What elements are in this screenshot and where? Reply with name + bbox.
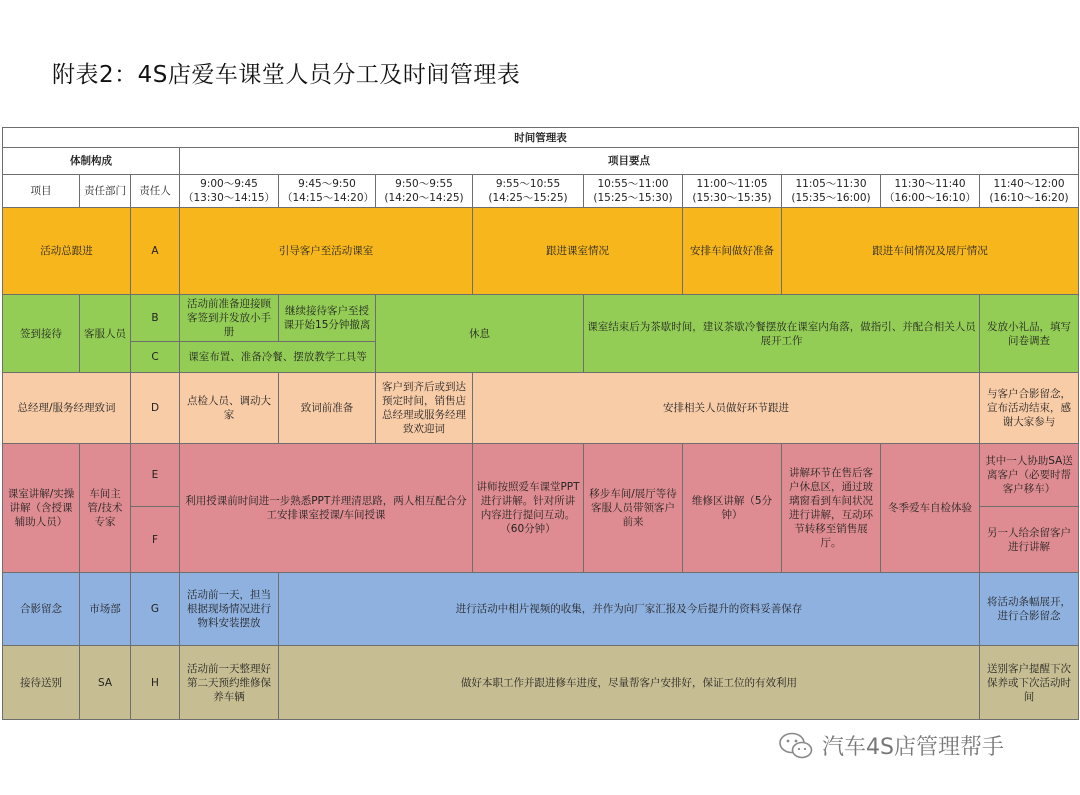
row-b-dept: 客服人员 <box>80 295 131 373</box>
row-g-cell-1: 活动前一天，担当根据现场情况进行物料安装摆放 <box>180 573 279 646</box>
row-a-cell-1: 引导客户至活动课室 <box>180 208 473 295</box>
time-header-7: 11:05～11:30 (15:35～16:00) <box>782 175 881 208</box>
row-d-person: D <box>131 373 180 444</box>
row-d-cell-5: 与客户合影留念，宣布活动结束，感谢大家参与 <box>980 373 1079 444</box>
row-d-cell-2: 致词前准备 <box>279 373 376 444</box>
row-b-cell-3: 休息 <box>376 295 584 373</box>
row-g-item: 合影留念 <box>3 573 80 646</box>
row-h-dept: SA <box>80 646 131 720</box>
time-header-9: 11:40～12:00 (16:10～16:20) <box>980 175 1079 208</box>
row-e-dept: 车间主管/技术专家 <box>80 444 131 573</box>
page-title: 附表2：4S店爱车课堂人员分工及时间管理表 <box>52 62 521 88</box>
table-caption: 时间管理表 <box>3 128 1079 148</box>
row-e-cell-7: 其中一人协助SA送离客户（必要时帮客户移车） <box>980 444 1079 507</box>
time-header-3: 9:50～9:55 (14:20～14:25) <box>376 175 473 208</box>
col-dept-header: 责任部门 <box>80 175 131 208</box>
row-g-cell-2: 进行活动中相片视频的收集，并作为向厂家汇报及今后提升的资料妥善保存 <box>279 573 980 646</box>
row-e-cell-4: 维修区讲解（5分钟） <box>683 444 782 573</box>
row-a-person: A <box>131 208 180 295</box>
row-b-cell-5: 发放小礼品，填写问卷调查 <box>980 295 1079 373</box>
row-g-cell-3: 将活动条幅展开，进行合影留念 <box>980 573 1079 646</box>
row-a-cell-3: 安排车间做好准备 <box>683 208 782 295</box>
row-e-cell-6: 冬季爱车自检体验 <box>881 444 980 573</box>
row-g-dept: 市场部 <box>80 573 131 646</box>
row-b-person: B <box>131 295 180 342</box>
time-header-1: 9:00～9:45 （13:30～14:15） <box>180 175 279 208</box>
row-a-cell-4: 跟进车间情况及展厅情况 <box>782 208 1079 295</box>
time-header-5: 10:55～11:00 (15:25～15:30) <box>584 175 683 208</box>
row-e-cell-5: 讲解环节在售后客户休息区，通过玻璃窗看到车间状况进行讲解，互动环节转移至销售展厅。 <box>782 444 881 573</box>
row-b-cell-1: 活动前准备迎接顾客签到并发放小手册 <box>180 295 279 342</box>
row-e-cell-3: 移步车间/展厅等待客服人员带领客户前来 <box>584 444 683 573</box>
row-e-person: E <box>131 444 180 507</box>
row-b-cell-2: 继续接待客户至授课开始15分钟撤离 <box>279 295 376 342</box>
col-item-header: 项目 <box>3 175 80 208</box>
wechat-icon <box>778 731 814 761</box>
row-e-cell-1: 利用授课前时间进一步熟悉PPT并理清思路，两人相互配合分工安排课室授课/车间授课 <box>180 444 473 573</box>
row-c-person: C <box>131 342 180 373</box>
row-d-item: 总经理/服务经理致词 <box>3 373 131 444</box>
time-management-table <box>2 127 1079 720</box>
watermark <box>778 730 1004 761</box>
row-h-item: 接待送别 <box>3 646 80 720</box>
points-header: 项目要点 <box>180 148 1079 175</box>
row-f-person: F <box>131 507 180 573</box>
time-header-6: 11:00～11:05 (15:30～15:35) <box>683 175 782 208</box>
col-person-header: 责任人 <box>131 175 180 208</box>
row-d-cell-4: 安排相关人员做好环节跟进 <box>473 373 980 444</box>
row-f-cell-7: 另一人给余留客户进行讲解 <box>980 507 1079 573</box>
row-b-item: 签到接待 <box>3 295 80 373</box>
row-a-item: 活动总跟进 <box>3 208 131 295</box>
row-h-cell-3: 送别客户提醒下次保养或下次活动时间 <box>980 646 1079 720</box>
row-e-item: 课室讲解/实操讲解（含授课辅助人员） <box>3 444 80 573</box>
row-e-cell-2: 讲师按照爱车课堂PPT进行讲解。针对所讲内容进行提问互动。（60分钟） <box>473 444 584 573</box>
row-h-cell-1: 活动前一天整理好第二天预约维修保养车辆 <box>180 646 279 720</box>
time-header-8: 11:30～11:40 （16:00～16:10） <box>881 175 980 208</box>
row-b-cell-4: 课室结束后为茶歇时间，建议茶歇冷餐摆放在课室内角落，做指引、并配合相关人员展开工作 <box>584 295 980 373</box>
row-h-person: H <box>131 646 180 720</box>
org-header: 体制构成 <box>3 148 180 175</box>
row-d-cell-3: 客户到齐后或到达预定时间，销售店总经理或服务经理致欢迎词 <box>376 373 473 444</box>
row-a-cell-2: 跟进课室情况 <box>473 208 683 295</box>
time-header-2: 9:45～9:50 （14:15～14:20） <box>279 175 376 208</box>
row-c-cell-1: 课室布置、准备冷餐、摆放教学工具等 <box>180 342 376 373</box>
watermark-text: 汽车4S店管理帮手 <box>822 735 1004 760</box>
row-h-cell-2: 做好本职工作并跟进修车进度，尽量帮客户安排好，保证工位的有效利用 <box>279 646 980 720</box>
row-g-person: G <box>131 573 180 646</box>
time-header-4: 9:55～10:55 (14:25～15:25) <box>473 175 584 208</box>
row-d-cell-1: 点检人员、调动大家 <box>180 373 279 444</box>
